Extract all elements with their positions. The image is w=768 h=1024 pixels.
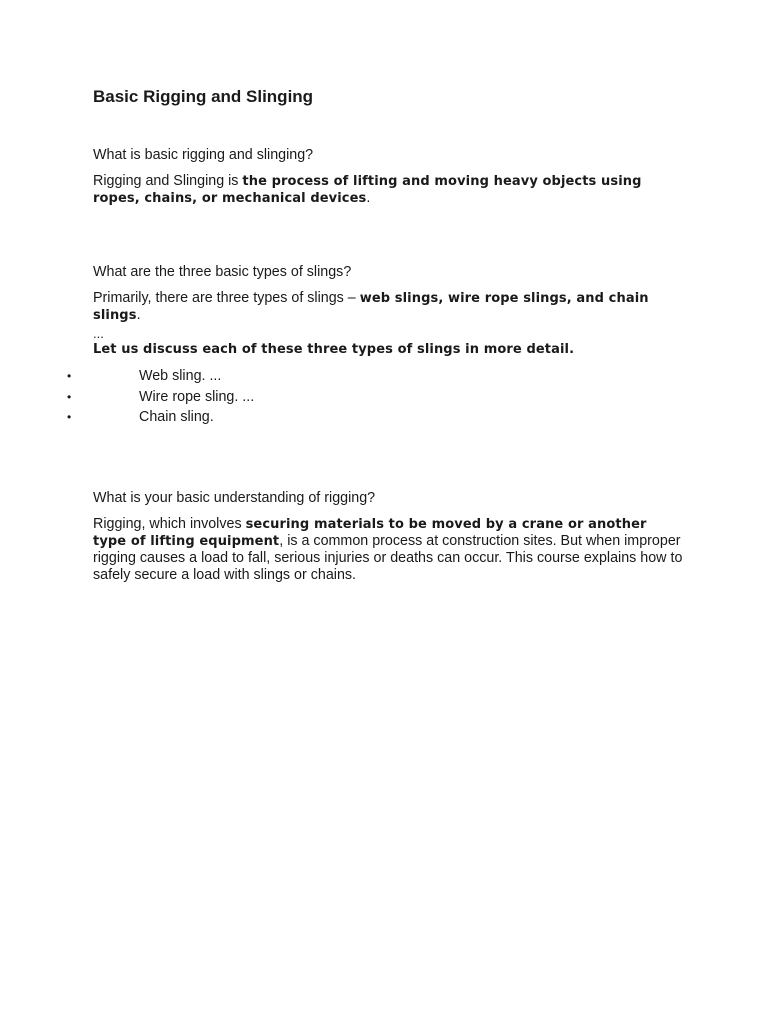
question-1: What is basic rigging and slinging?: [93, 147, 314, 163]
bullet-icon: •: [67, 410, 72, 424]
question-2: What are the three basic types of slings?: [93, 264, 352, 280]
bullet-icon: •: [67, 369, 72, 383]
list-item-text: Wire rope sling. ...: [139, 388, 255, 405]
answer-2-bold: web slings, wire rope slings, and chain slings: [93, 291, 649, 323]
document-title: Basic Rigging and Slinging: [93, 87, 314, 106]
answer-2-text: Primarily, there are three types of slings –: [93, 290, 360, 306]
answer-2: [93, 290, 683, 324]
answer-3-end: , is a common process at construction sites. But when improper rigging causes a load to fall, serious injuries or deaths can occur. This course explains how to safely secure a load with slings or chains.: [93, 533, 683, 583]
list-item-text: Chain sling.: [139, 409, 214, 425]
answer-1-bold: the process of lifting and moving heavy objects using ropes, chains, or mechanical devices: [93, 174, 642, 206]
list-item-text: Web sling. ...: [139, 368, 222, 384]
answer-3-text: Rigging, which involves: [93, 516, 246, 532]
answer-2-end: .: [136, 307, 141, 323]
bullet-icon: •: [67, 389, 72, 404]
answer-1-text: Rigging and Slinging is: [93, 173, 243, 189]
question-3: What is your basic understanding of rigging?: [93, 490, 376, 506]
ellipsis: ...: [93, 326, 104, 341]
answer-1-end: .: [366, 190, 371, 206]
answer-3: [93, 516, 683, 584]
answer-3-bold: securing materials to be moved by a crane or another type of lifting equipment: [93, 517, 647, 549]
answer-1: [93, 173, 683, 207]
detail-line: Let us discuss each of these three types of slings in more detail.: [93, 342, 575, 357]
